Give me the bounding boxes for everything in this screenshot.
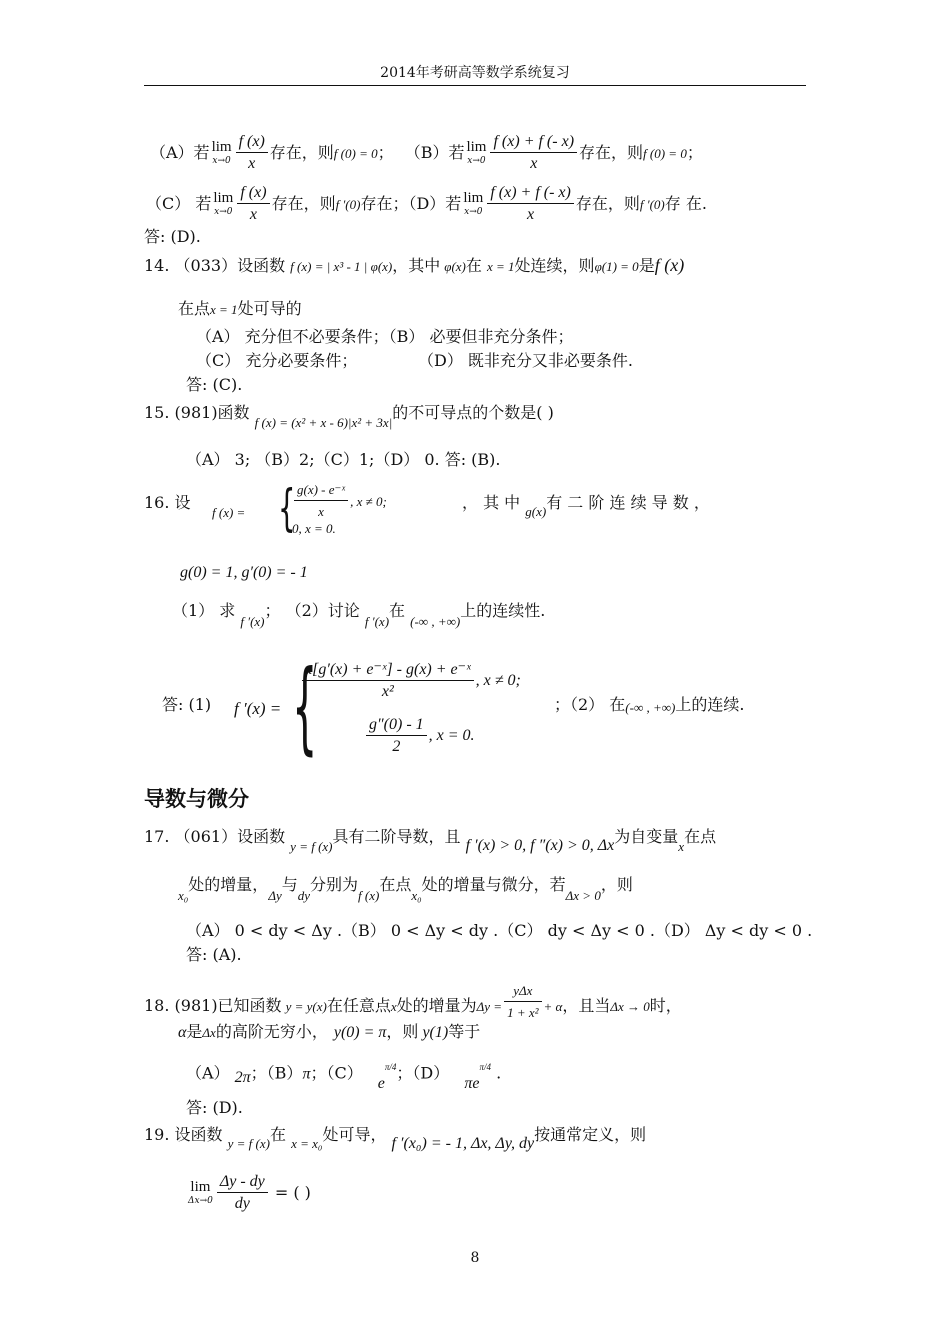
q18-options: （A） 2π；（B）π；（C） $e^{\pi/4}$；（D） $\pi e^{\pi/4}$ . xyxy=(186,1062,502,1093)
q16-case1: $\frac{\text{g(x) - e⁻ˣ}}{x}$ , x ≠ 0; xyxy=(292,480,387,523)
fraction: $\frac{\text{yΔx}}{\text{1 + x²}}$ xyxy=(504,981,541,1024)
page-header: 2014年考研高等数学系统复习 xyxy=(380,65,570,81)
q16-answer-case1: $\frac{\text{x[g′(x) + e⁻ˣ] - g(x) + e⁻ˣ}}{\text{x²}}$ , x ≠ 0; xyxy=(300,660,521,703)
q13-options-cd: （C） 若 lim x→0 $\frac{f (x)}{x}$ 存在，则f ′(0)存在；（D）若 lim x→0 $\frac{f (x) + f (- x)}{x}$ 存在，则f ′(0)存 在. xyxy=(146,183,707,226)
left-brace: { xyxy=(278,479,296,537)
q19-stem: 19. 设函数 $_{y = f (x)}$在 $_{x = x_0}$处可导， f ′(x₀) = - 1, Δx, Δy, dy按通常定义，则 xyxy=(144,1125,647,1152)
fraction: $\frac{f (x) + f (- x)}{x}$ xyxy=(487,183,574,226)
header-rule xyxy=(144,85,806,86)
fraction: $\frac{g''(0) - 1}{2}$ xyxy=(366,715,427,758)
left-brace: { xyxy=(292,648,318,765)
q13-options-ab: （A）若 lim x→0 $\frac{f (x)}{x}$ 存在，则f (0) = 0； （B）若 lim x→0 $\frac{f (x) + f (- x)}{x}$ 存在，则f (0) = 0； xyxy=(150,132,703,175)
q18-stem: 18. (981)已知函数 y = y(x)在任意点x处的增量为Δy = $\frac{\text{yΔx}}{\text{1 + x²}}$ + α，且当Δx → 0时， xyxy=(144,985,682,1028)
q14-options-ab: （A） 充分但不必要条件；（B） 必要但非充分条件； xyxy=(196,327,574,346)
q17-stem: 17. （061）设函数 $_{y = f (x)}$具有二阶导数，且 f ′(x) > 0, f ″(x) > 0, Δx为自变量$_x$在点 xyxy=(144,827,717,854)
fraction: $\frac{\text{x[g′(x) + e⁻ˣ] - g(x) + e⁻ˣ}}{\text{x²}}$ xyxy=(302,660,474,703)
lim-symbol: lim Δx→0 xyxy=(188,1178,213,1206)
q15-options: （A） 3; （B）2;（C）1;（D） 0. 答: (B). xyxy=(186,450,501,469)
q16-answer-label: 答: (1) xyxy=(162,695,212,714)
q16-ask: （1） 求 $_{f '(x)}$； （2）讨论 $_{f '(x)}$在 $_{(-\infty , +\infty)}$上的连续性. xyxy=(172,601,546,629)
lim-symbol: lim x→0 xyxy=(213,189,234,217)
q16-answer-case2: $\frac{g''(0) - 1}{2}$ , x = 0. xyxy=(364,715,475,758)
q16-case2: 0, x = 0. xyxy=(292,521,336,536)
q16-stem-tail: ， 其 中 $_{g(x)}$有 二 阶 连 续 导 数 ， xyxy=(462,493,710,519)
fraction: $\frac{f (x) + f (- x)}{x}$ xyxy=(490,132,577,175)
q14-stem: 14. （033）设函数 f (x) = | x³ - 1 | φ(x)，其中 φ(x)在 x = 1处连续，则φ(1) = 0是f (x) xyxy=(144,255,685,275)
q13-answer: 答: (D). xyxy=(144,227,201,246)
q16-answer-tail: ；（2） 在(-∞ , +∞)上的连续. xyxy=(554,695,745,715)
q14-stem-line2: 在点x = 1处可导的 xyxy=(178,299,302,318)
q18-answer: 答: (D). xyxy=(186,1098,243,1117)
q14-answer: 答: (C). xyxy=(186,375,243,394)
q16-condition: g(0) = 1, g′(0) = - 1 xyxy=(180,564,308,581)
lim-symbol: lim x→0 xyxy=(466,138,487,166)
lim-symbol: lim x→0 xyxy=(211,138,232,166)
fraction: $\frac{\Delta y - dy}{dy}$ xyxy=(217,1172,268,1215)
page-number: 8 xyxy=(470,1250,480,1266)
q15-stem: 15. (981)函数 $_{f (x) = (x^2 + x - 6)|x^2 + 3x|}$的不可导点的个数是( ) xyxy=(144,403,554,430)
q19-limit: lim Δx→0 $\frac{\Delta y - dy}{dy}$ = ( ) xyxy=(186,1172,311,1215)
q18-stem-line2: α是Δx的高阶无穷小， y(0) = π，则 y(1)等于 xyxy=(178,1022,481,1041)
q16-answer-f: f ′(x) = xyxy=(234,699,282,718)
q14-option-d: （D） 既非充分又非必要条件. xyxy=(418,351,634,370)
q16-label: 16. 设 xyxy=(144,493,191,512)
section-heading: 导数与微分 xyxy=(144,787,249,811)
q14-option-c: （C） 充分必要条件； xyxy=(196,351,358,370)
fraction: $\frac{f (x)}{x}$ xyxy=(237,183,269,226)
fraction: $\frac{f (x)}{x}$ xyxy=(236,132,268,175)
fraction: $\frac{\text{g(x) - e⁻ˣ}}{x}$ xyxy=(294,480,348,523)
q17-answer: 答: (A). xyxy=(186,945,242,964)
q17-options: （A） 0 < dy < Δy .（B） 0 < Δy < dy .（C） dy < Δy < 0 .（D） Δy < dy < 0 . xyxy=(186,921,813,940)
q17-stem-line2: $_{x_0}$处的增量，$_{\Delta y}$与$_{dy}$分别为$_{f (x)}$在点$_{x_0}$处的增量与微分，若$_{\Delta x > 0}$，则 xyxy=(178,875,633,903)
q16-fx: f (x) = xyxy=(212,505,246,520)
lim-symbol: lim x→0 xyxy=(463,189,484,217)
